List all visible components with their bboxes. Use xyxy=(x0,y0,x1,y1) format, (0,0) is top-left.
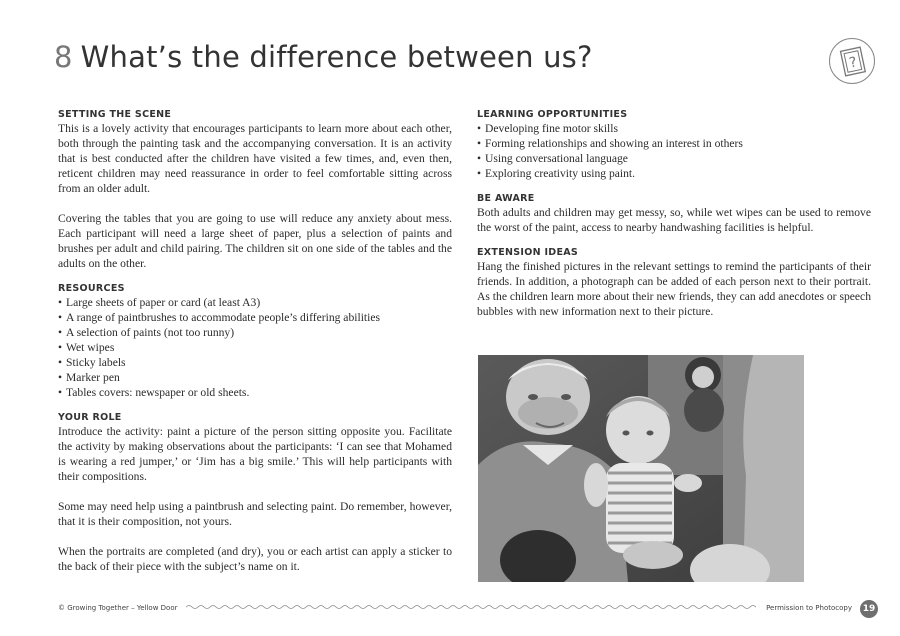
list-item: • Sticky labels xyxy=(58,355,452,370)
page-number: 19 xyxy=(860,600,878,618)
list-item: • A range of paintbrushes to accommodate people’s differing abilities xyxy=(58,310,452,325)
footer-copyright: © Growing Together – Yellow Door xyxy=(58,604,178,612)
left-column xyxy=(58,108,452,574)
right-column xyxy=(477,108,871,319)
learning-heading: LEARNING OPPORTUNITIES xyxy=(477,109,628,120)
list-item: • Marker pen xyxy=(58,370,452,385)
setting-paragraph-2: Covering the tables that you are going to use will reduce any anxiety about mess. Each participant will need a large sheet of paper, plus a selection of paints and brushes per adult and child pairing. The children sit on one side of the tables and the adults on the other. xyxy=(58,212,452,270)
resources-list xyxy=(58,295,452,400)
role-paragraph-3: When the portraits are completed (and dry), you or each artist can apply a sticker to the back of their piece with the subject’s name on it. xyxy=(58,545,452,573)
wave-divider xyxy=(186,603,756,611)
photo-elder-and-baby xyxy=(478,355,804,582)
extension-heading: EXTENSION IDEAS xyxy=(477,247,579,258)
list-item: • Forming relationships and showing an interest in others xyxy=(477,136,871,151)
activity-title: What’s the difference between us? xyxy=(80,40,593,74)
list-item: • Large sheets of paper or card (at least A3) xyxy=(58,295,452,310)
role-heading: YOUR ROLE xyxy=(58,412,122,423)
footer-permission: Permission to Photocopy xyxy=(766,604,852,612)
list-item: • Developing fine motor skills xyxy=(477,121,871,136)
resources-heading: RESOURCES xyxy=(58,283,125,294)
page-footer xyxy=(58,600,878,616)
aware-heading: BE AWARE xyxy=(477,193,535,204)
svg-text:?: ? xyxy=(847,54,859,72)
learning-list xyxy=(477,121,871,181)
question-mark-frame-icon xyxy=(829,38,875,84)
list-item: • A selection of paints (not too runny) xyxy=(58,325,452,340)
list-item: • Using conversational language xyxy=(477,151,871,166)
list-item: • Exploring creativity using paint. xyxy=(477,166,871,181)
page-title xyxy=(54,40,593,74)
list-item: • Tables covers: newspaper or old sheets. xyxy=(58,385,452,400)
setting-heading: SETTING THE SCENE xyxy=(58,109,172,120)
aware-paragraph: Both adults and children may get messy, so, while wet wipes can be used to remove the worst of the paint, access to nearby handwashing facilities is helpful. xyxy=(477,206,871,234)
role-paragraph-1: Introduce the activity: paint a picture of the person sitting opposite you. Facilitate the activity by making observations about the participants: ‘I can see that Mohamed is wearing a red jumper,’ or ‘Jim has a big smile.’ This will help participants with their compositions. xyxy=(58,425,452,483)
setting-paragraph-1: This is a lovely activity that encourages participants to learn more about each other, both through the painting task and the accompanying conversation. It is an activity that is best conducted after the children have visited a few times, and, even then, reticent children may need reassurance in order to feel comfortable sitting across from an older adult. xyxy=(58,122,452,195)
activity-number: 8 xyxy=(54,40,73,74)
role-paragraph-2: Some may need help using a paintbrush and selecting paint. Do remember, however, that it is their composition, not yours. xyxy=(58,500,452,528)
list-item: • Wet wipes xyxy=(58,340,452,355)
extension-paragraph: Hang the finished pictures in the relevant settings to remind the participants of their friends. In addition, a photograph can be added of each person next to their portrait. As the children learn more about their new friends, they can add anecdotes or speech bubbles with new information next to their picture. xyxy=(477,260,871,318)
